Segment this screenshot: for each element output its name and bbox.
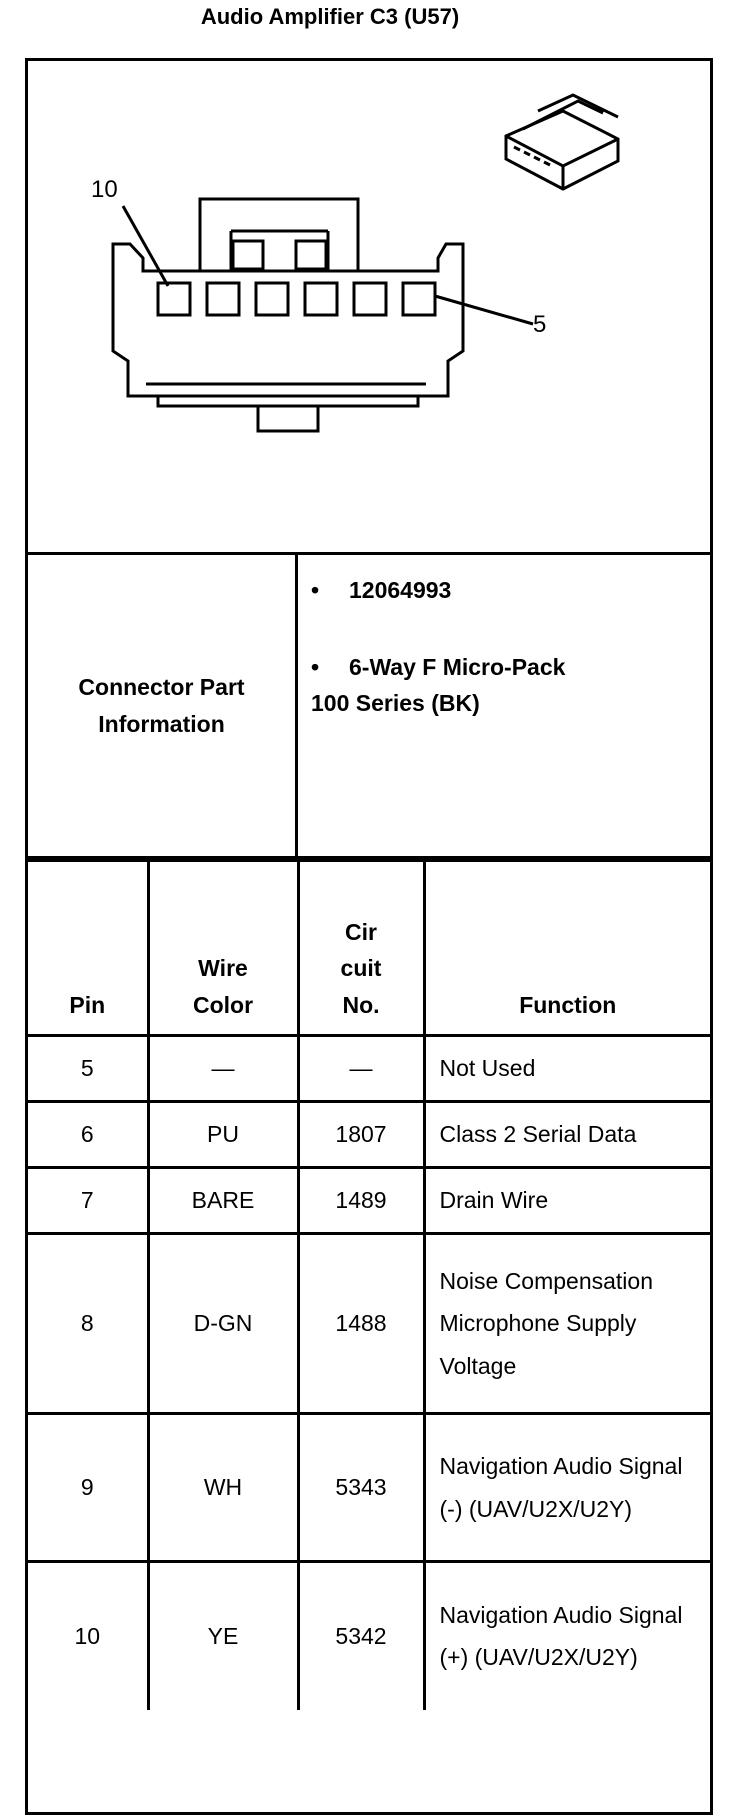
wire-color-cell: — xyxy=(148,1036,298,1102)
function-cell: Navigation Audio Signal (+) (UAV/U2X/U2Y) xyxy=(424,1562,710,1710)
pin-cell: 6 xyxy=(28,1102,148,1168)
pin-cell: 5 xyxy=(28,1036,148,1102)
circuit-cell: 1489 xyxy=(298,1168,424,1234)
connector-table-frame xyxy=(25,58,713,1815)
connector-diagram xyxy=(28,61,710,555)
pin-table xyxy=(28,859,710,1710)
table-row xyxy=(28,1102,710,1168)
table-row xyxy=(28,1036,710,1102)
pin-cell: 8 xyxy=(28,1234,148,1414)
description-line xyxy=(311,650,565,721)
table-row xyxy=(28,1234,710,1414)
table-row xyxy=(28,1562,710,1710)
page-title: Audio Amplifier C3 (U57) xyxy=(200,4,460,29)
part-number-line xyxy=(311,573,451,609)
table-row xyxy=(28,1414,710,1562)
pin-cell: 10 xyxy=(28,1562,148,1710)
function-cell: Navigation Audio Signal (-) (UAV/U2X/U2Y) xyxy=(424,1414,710,1562)
function-cell: Not Used xyxy=(424,1036,710,1102)
circuit-cell: 5342 xyxy=(298,1562,424,1710)
wire-color-cell: PU xyxy=(148,1102,298,1168)
wire-color-cell: WH xyxy=(148,1414,298,1562)
circuit-cell: — xyxy=(298,1036,424,1102)
circuit-cell: 5343 xyxy=(298,1414,424,1562)
pin-table-header xyxy=(28,861,710,1036)
function-cell: Noise Compensation Microphone Supply Voltage xyxy=(424,1234,710,1414)
wire-color-cell: D-GN xyxy=(148,1234,298,1414)
pin-5-label: 5 xyxy=(533,311,547,338)
connector-info-heading: Connector Part Information xyxy=(28,555,298,856)
pin-cell: 7 xyxy=(28,1168,148,1234)
pin-10-label: 10 xyxy=(91,176,118,203)
circuit-cell: 1488 xyxy=(298,1234,424,1414)
connector-part-information xyxy=(28,555,710,859)
table-row xyxy=(28,1168,710,1234)
bullet: • xyxy=(311,654,320,680)
header-function: Function xyxy=(424,861,710,1036)
function-cell: Drain Wire xyxy=(424,1168,710,1234)
part-number: 12064993 xyxy=(349,577,452,603)
pin-cell: 9 xyxy=(28,1414,148,1562)
function-cell: Class 2 Serial Data xyxy=(424,1102,710,1168)
header-wire-color: Wire Color xyxy=(148,861,298,1036)
connector-face-drawing xyxy=(28,61,710,552)
header-circuit: Cir cuit No. xyxy=(298,861,424,1036)
connector-description-2: 100 Series (BK) xyxy=(311,689,480,716)
wire-color-cell: BARE xyxy=(148,1168,298,1234)
header-pin: Pin xyxy=(28,861,148,1036)
circuit-cell: 1807 xyxy=(298,1102,424,1168)
bullet: • xyxy=(311,577,320,603)
connector-description-1: 6-Way F Micro-Pack xyxy=(349,654,566,680)
wire-color-cell: YE xyxy=(148,1562,298,1710)
